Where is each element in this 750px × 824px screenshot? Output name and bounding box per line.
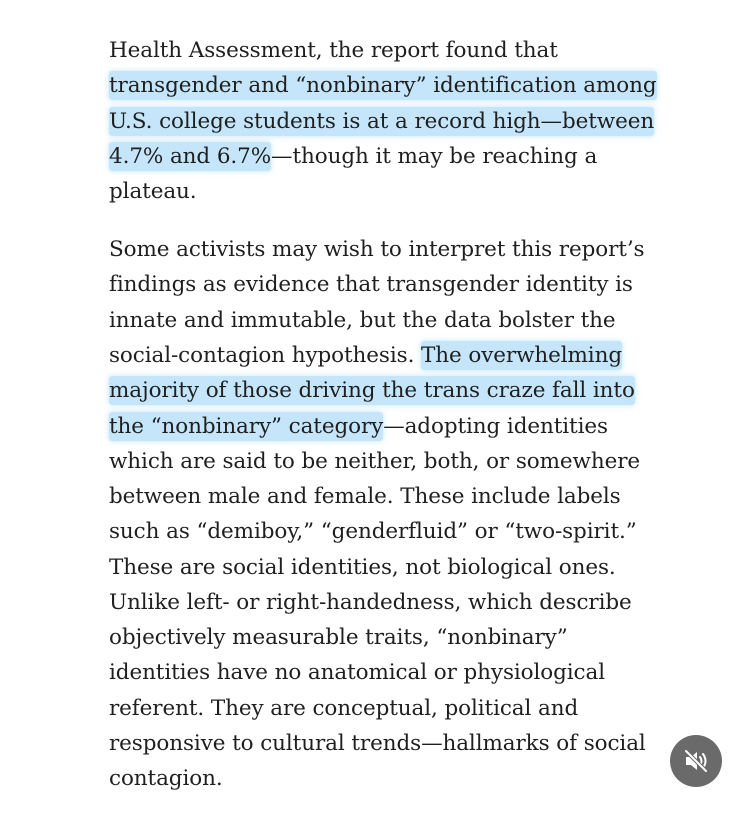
line-text: referent. They are conceptual, political and [109,696,579,721]
line-text: Health Assessment, the report found that [109,38,558,63]
paragraph1-line-4 [109,139,597,174]
line-text: such as “demiboy,” “genderfluid” or “two-spirit.” [109,519,637,544]
paragraph2-line-11 [109,585,632,620]
paragraph2-line-7 [109,444,640,479]
line-text: innate and immutable, but the data bolster the [109,308,616,333]
line-text: Unlike left- or right-handedness, which describe [109,590,632,615]
paragraph2-line-13 [109,655,605,690]
line-text: responsive to cultural trends—hallmarks of social [109,731,646,756]
line-text: —adopting identities [383,414,608,439]
paragraph2-line-14 [109,691,578,726]
paragraph2-line-3 [109,303,616,338]
highlighted-text: U.S. college students is at a record high—between [109,109,655,134]
line-text: These are social identities, not biological ones. [109,555,616,580]
highlighted-text: transgender and “nonbinary” identification among [109,73,657,98]
line-text: which are said to be neither, both, or somewhere [109,449,640,474]
paragraph2-line-6 [109,409,608,444]
paragraph2-line-9 [109,514,637,549]
highlighted-text: 4.7% and 6.7% [109,144,272,169]
highlighted-text: the “nonbinary” category [109,414,384,439]
paragraph2-line-16 [109,761,223,796]
paragraph1-line-5 [109,174,197,209]
line-text: identities have no anatomical or physiological [109,660,605,685]
line-text: objectively measurable traits, “nonbinary” [109,625,568,650]
mute-toggle-button[interactable] [670,735,722,787]
speaker-muted-icon [682,747,710,775]
paragraph2-line-10 [109,550,616,585]
paragraph2-line-15 [109,726,646,761]
line-text: —though it may be reaching a [271,144,598,169]
paragraph1-line-3 [109,104,654,139]
highlighted-text: majority of those driving the trans craze fall into [109,378,635,403]
paragraph2-line-2 [109,267,633,302]
paragraph2-line-5 [109,373,635,408]
paragraph2-line-4 [109,338,622,373]
highlighted-text: The overwhelming [421,343,622,368]
paragraph2-line-8 [109,479,621,514]
paragraph1-line-2 [109,68,657,103]
line-text: Some activists may wish to interpret this report’s [109,237,645,262]
line-text: plateau. [109,179,197,204]
paragraph1-line-1 [109,33,558,68]
line-text: between male and female. These include labels [109,484,621,509]
line-text: contagion. [109,766,223,791]
line-text: social-contagion hypothesis. [109,343,422,368]
paragraph2-line-1 [109,232,644,267]
line-text: findings as evidence that transgender identity is [109,272,633,297]
paragraph2-line-12 [109,620,568,655]
